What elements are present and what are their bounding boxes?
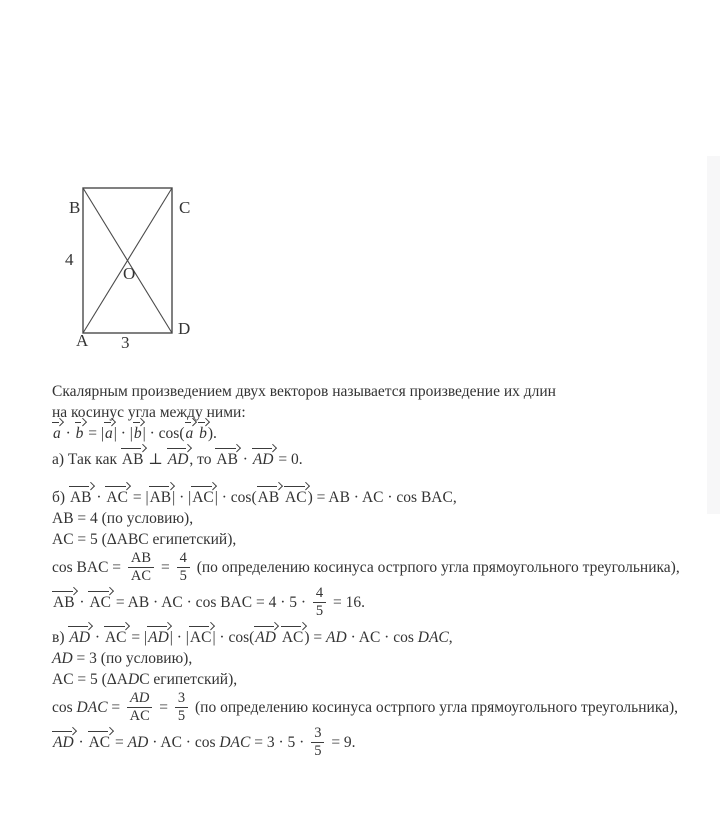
vector-term: AB [257,489,280,506]
text-segment: · [74,734,88,751]
fraction-numerator: 4 [177,551,190,568]
text-segment: AD [326,629,347,646]
text-segment: | · | [113,425,133,442]
fraction-numerator: 4 [313,586,326,603]
text-segment: = | [127,629,148,646]
text-segment: = 9. [327,734,356,751]
text-segment: в) [52,629,69,646]
fraction-denominator: 5 [177,708,186,724]
text-segment: C египетский), [139,671,238,688]
vector-term: AC [189,629,212,646]
text-segment: · [75,594,89,611]
scrollbar[interactable] [707,156,720,514]
formula-line [52,402,696,423]
text-segment: = | [128,489,149,506]
text-segment: (по определению косинуса острпого угла прямоугольного треугольника), [191,699,679,716]
text-segment: · [91,629,104,646]
text-segment: (по определению косинуса острпого угла прямоугольного треугольника), [192,559,680,576]
fraction [175,691,188,724]
text-segment: = 0. [274,451,303,468]
side-length-left: 4 [65,250,74,269]
formula-line [52,690,696,725]
vector-term: AD [255,629,276,646]
vector-term: AD [167,451,189,468]
text-segment: = 16. [329,594,366,611]
vertex-label-b: B [69,198,81,217]
vector-term: AB [216,451,238,468]
text-segment: | · cos( [214,489,257,506]
fraction-numerator: AB [128,551,154,568]
fraction-denominator: AC [130,568,152,584]
text-segment: | · | [169,629,189,646]
vector-term: b [199,425,207,442]
vector-term: AB [149,489,172,506]
vector-term: AC [285,489,307,506]
fraction-numerator: AD [127,691,152,708]
vertex-label-a: A [76,331,89,350]
formula-line [52,487,696,508]
text-segment: Скалярным произведением двух векторов называется произведение их длин [52,383,556,400]
paragraph-definition [52,381,696,444]
text-segment: · AC · cos [346,629,418,646]
text-segment: = AB · AC · cos BAC = 4 · 5 · [112,594,310,611]
text-segment: D [127,671,140,688]
text-segment: | · cos( [142,425,185,442]
formula-line [52,648,696,669]
fraction [128,551,154,584]
formula-line [52,508,696,529]
formula-line [52,529,696,550]
paragraph-part-a [52,449,696,470]
fraction [311,726,324,759]
text-segment: = [111,734,128,751]
geometry-diagram [55,180,215,365]
text-segment: AD [52,650,73,667]
text-segment: · [238,451,252,468]
text-segment: AD [127,734,149,751]
vector-term: AC [281,629,304,646]
formula-line [52,423,696,444]
vector-term: AB [69,489,92,506]
text-segment: ) = [304,629,327,646]
vector-term: b [75,425,84,442]
fraction-denominator: AC [129,708,150,724]
text-segment: AC = 5 (ΔABC египетский), [52,531,237,548]
fraction-numerator: 3 [175,691,188,708]
vertex-label-c: C [179,198,191,217]
vertex-label-d: D [178,319,191,338]
text-segment: = [107,699,125,716]
formula-line [52,585,696,620]
text-segment: = [155,699,172,716]
text-segment: , то [189,451,216,468]
text-segment: = [157,559,174,576]
text-segment: DAC [417,629,449,646]
text-segment: = 3 · 5 · [250,734,309,751]
fraction-numerator: 3 [311,726,324,743]
fraction-denominator: 5 [315,603,324,619]
formula-line [52,669,696,690]
formula-line [52,627,696,648]
vector-term: AD [252,451,274,468]
fraction-denominator: 5 [179,568,187,584]
text-segment: · [61,425,75,442]
vector-term: AC [88,734,111,751]
vector-term: AD [53,734,74,751]
text-segment: = | [84,425,105,442]
text-segment: ). [207,425,217,442]
text-segment: , [448,629,453,646]
text-segment: а) Так как [52,451,121,468]
paragraph-part-v [52,627,696,760]
fraction-denominator: 5 [314,743,322,759]
text-segment: = 3 (по условию), [72,650,193,667]
vector-term: AC [192,489,214,506]
paragraph-part-b [52,487,696,620]
formula-line [52,550,696,585]
fraction [177,551,190,584]
text-segment: б) [52,489,69,506]
vector-term: AC [89,594,112,611]
formula-line [52,381,696,402]
text-segment: cos BAC = [52,559,125,576]
text-segment: | · cos( [212,629,255,646]
vector-term: b [133,425,142,442]
text-segment: ⊥ [144,451,167,468]
text-segment: AB = 4 (по условию), [52,510,194,527]
text-segment: AC = 5 (ΔA [52,671,128,688]
text-segment: DAC [76,699,108,716]
formula-line [52,449,696,470]
vector-term: a [53,425,61,442]
vector-term: AC [104,629,127,646]
vector-term: a [105,425,113,442]
text-segment: на косинус угла между ними: [52,404,246,421]
center-label-o: O [123,264,136,283]
vector-term: AB [53,594,75,611]
vector-term: AC [106,489,128,506]
vector-term: AD [69,629,91,646]
formula-line [52,725,696,760]
fraction [313,586,326,619]
text-segment: | · | [172,489,192,506]
text-segment: · AC · cos [148,734,220,751]
vector-term: a [185,425,194,442]
vector-term: AD [148,629,169,646]
text-segment: DAC [219,734,251,751]
fraction [127,691,152,724]
text-segment: cos [52,699,77,716]
text-segment: ) = AB · AC · cos BAC, [307,489,457,506]
text-segment: · [92,489,106,506]
vector-term: AB [121,451,144,468]
side-length-bottom: 3 [121,333,130,352]
